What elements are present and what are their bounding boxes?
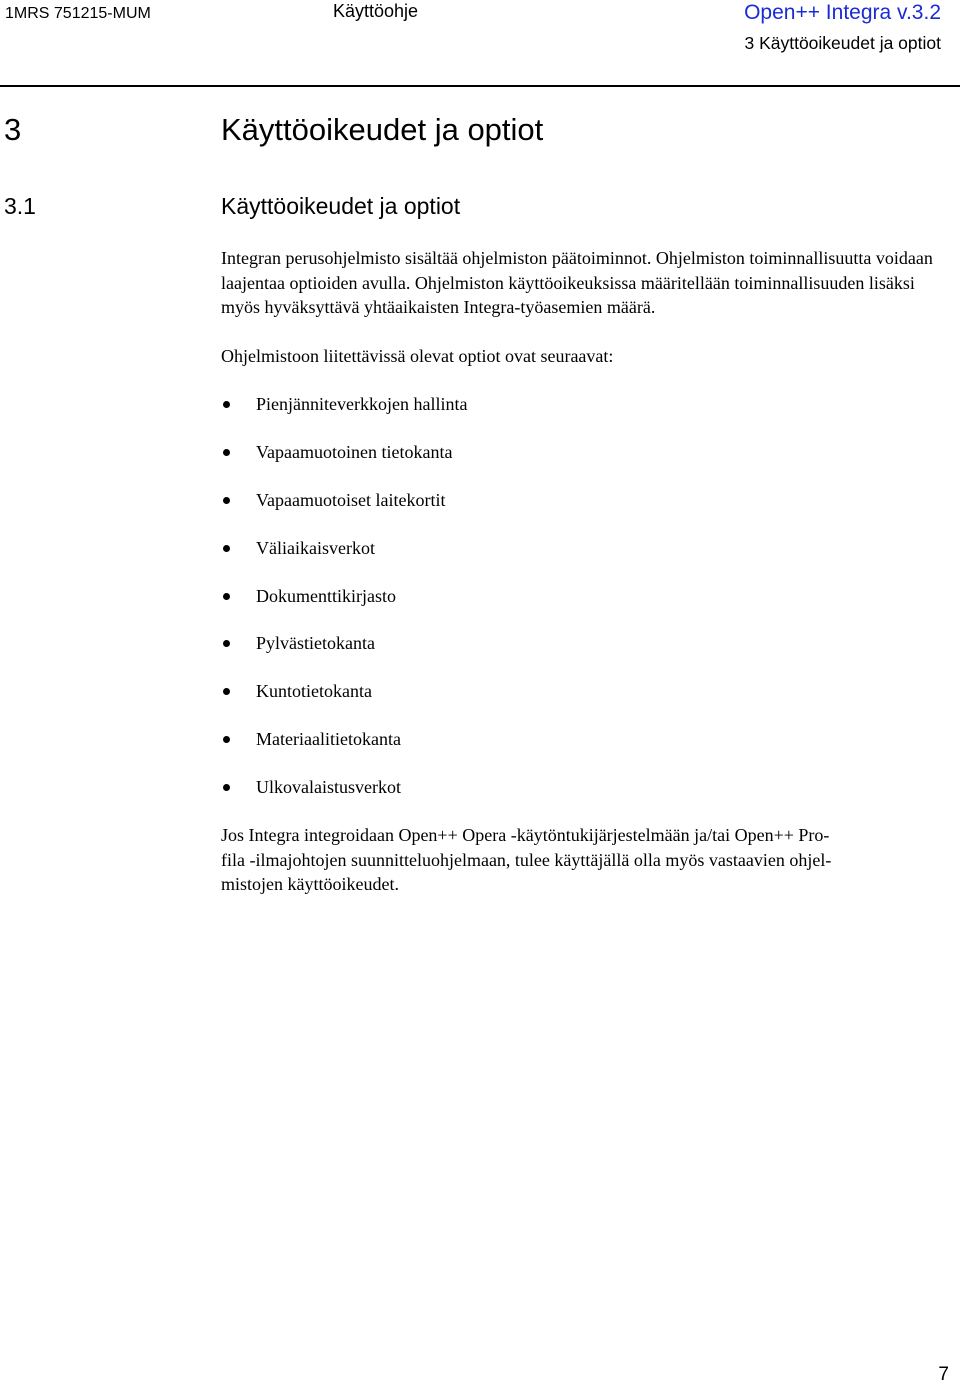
chapter-title: Käyttöoikeudet ja optiot (221, 112, 544, 147)
option-label: Pylvästietokanta (256, 633, 375, 654)
closing-paragraph-line: Jos Integra integroidaan Open++ Opera -käytöntukijärjestelmään ja/tai Open++ Pro- (221, 825, 830, 845)
header-divider (0, 85, 960, 87)
closing-paragraph-line: mistojen käyttöoikeudet. (221, 874, 399, 894)
bullet-icon (223, 688, 230, 695)
section-number: 3.1 (4, 193, 36, 219)
bullet-icon (223, 593, 230, 600)
bullet-icon (223, 497, 230, 504)
chapter-number: 3 (4, 112, 22, 147)
bullet-icon (223, 449, 230, 456)
list-item (221, 631, 467, 679)
header-product-title: Open++ Integra v.3.2 (744, 1, 941, 24)
options-intro-paragraph: Ohjelmistoon liitettävissä olevat optiot ovat seuraavat: (221, 346, 614, 366)
list-item (221, 584, 467, 632)
list-item (221, 679, 467, 727)
option-label: Väliaikaisverkot (256, 537, 375, 558)
bullet-icon (223, 736, 230, 743)
option-label: Materiaalitietokanta (256, 729, 401, 750)
bullet-icon (223, 401, 230, 408)
bullet-icon (223, 784, 230, 791)
list-item (221, 488, 467, 536)
bullet-icon (223, 545, 230, 552)
page-number: 7 (938, 1364, 949, 1385)
list-item (221, 392, 467, 440)
list-item (221, 536, 467, 584)
header-section-title: 3 Käyttöoikeudet ja optiot (744, 33, 941, 53)
header-doc-id: 1MRS 751215-MUM (5, 5, 151, 22)
option-label: Ulkovalaistusverkot (256, 777, 401, 798)
option-label: Vapaamuotoinen tietokanta (256, 441, 453, 462)
list-item (221, 775, 467, 823)
list-item (221, 727, 467, 775)
option-label: Pienjänniteverkkojen hallinta (256, 394, 468, 414)
header-doc-type: Käyttöohje (333, 1, 419, 21)
options-list (221, 392, 467, 823)
closing-paragraph-line: fila -ilmajohtojen suunnitteluohjelmaan, tulee käyttäjällä olla myös vastaavien ohjel- (221, 849, 832, 870)
list-item (221, 440, 467, 488)
section-title: Käyttöoikeudet ja optiot (221, 193, 461, 219)
closing-paragraph (221, 823, 946, 897)
option-label: Vapaamuotoiset laitekortit (256, 489, 446, 510)
bullet-icon (223, 640, 230, 647)
intro-paragraph: Integran perusohjelmisto sisältää ohjelmiston päätoiminnot. Ohjelmiston toiminnallisuutta voidaan laajentaa optioiden avulla. Ohjelmiston käyttöoikeuksissa määritellään toiminnallisuuden lisäksi myös hyväksyttävä yhtäaikaisten Integra-työasemien määrä. (221, 248, 933, 317)
option-label: Dokumenttikirjasto (256, 585, 396, 606)
option-label: Kuntotietokanta (256, 681, 372, 702)
